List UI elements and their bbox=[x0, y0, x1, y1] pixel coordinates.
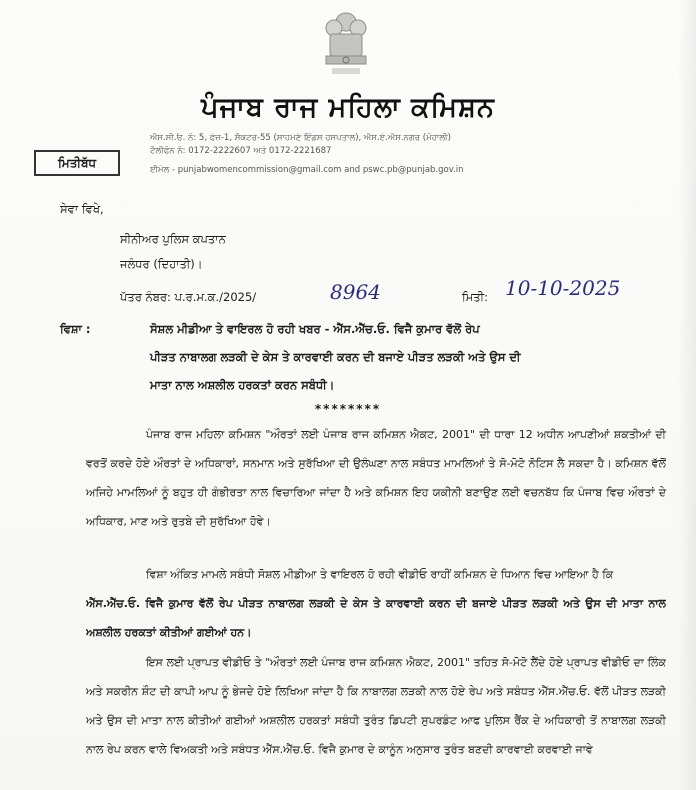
commission-title: ਪੰਜਾਬ ਰਾਜ ਮਹਿਲਾ ਕਮਿਸ਼ਨ bbox=[201, 92, 495, 123]
recipient-designation: ਸੀਨੀਅਰ ਪੁਲਿਸ ਕਪਤਾਨ bbox=[120, 232, 226, 246]
subject-line-2: ਪੀੜਤ ਨਾਬਾਲਗ ਲੜਕੀ ਦੇ ਕੇਸ ਤੇ ਕਾਰਵਾਈ ਕਰਨ ਦੀ ਬਜਾਏ ਪੀੜਤ ਲੜਕੀ ਅਤੇ ਉਸ ਦੀ bbox=[150, 350, 521, 364]
paragraph-3: ਇਸ ਲਈ ਪ੍ਰਾਪਤ ਵੀਡੀਓ ਤੇ "ਔਰਤਾਂ ਲਈ ਪੰਜਾਬ ਰਾਜ ਕਮਿਸ਼ਨ ਐਕਟ, 2001" ਤਹਿਤ ਸੋ-ਮੋਟੋ ਲੈਂਦੇ ਹੋਏ ਪ੍ਰਾਪਤ ਵੀਡੀਓ ਦਾ ਲਿੰਕ ਅਤੇ ਸਕਰੀਨ ਸ਼ੌਟ ਦੀ ਕਾਪੀ ਆਪ ਨੂੰ ਭੇਜਦੇ ਹੋਏ ਲਿਖਿਆ ਜਾਂਦਾ ਹੈ ਕਿ ਨਾਬਾਲਗ ਲੜਕੀ ਨਾਲ ਹੋਏ ਰੇਪ ਅਤੇ ਸਬੰਧਤ ਐੱਸ.ਐੱਚ.ਓ. ਵੱਲੋਂ ਪੀੜਤ ਲੜਕੀ ਅਤੇ ਉਸ ਦੀ ਮਾਤਾ ਨਾਲ ਕੀਤੀਆਂ ਗਈਆਂ ਅਸ਼ਲੀਲ ਹਰਕਤਾਂ ਸਬੰਧੀ ਤੁਰੰਤ ਡਿਪਟੀ ਸੁਪਰਡੰਟ ਆਫ ਪੁਲਿਸ ਰੈਂਕ ਦੇ ਅਧਿਕਾਰੀ ਤੋਂ ਨਾਬਾਲਗ ਲੜਕੀ ਨਾਲ ਰੇਪ ਕਰਨ ਵਾਲੇ ਵਿਅਕਤੀ ਅਤੇ ਸਬੰਧਤ ਐੱਸ.ਐੱਚ.ਓ. ਵਿਜੈ ਕੁਮਾਰ ਦੇ ਕਾਨੂੰਨ ਅਨੁਸਾਰ ਤੁਰੰਤ ਬਣਦੀ ਕਾਰਵਾਈ ਕਰਵਾਈ ਜਾਵੇ bbox=[86, 656, 666, 756]
paragraph-2-finding: ਐੱਸ.ਐੱਚ.ਓ. ਵਿਜੈ ਕੁਮਾਰ ਵੱਲੋਂ ਰੇਪ ਪੀੜਤ ਨਾਬਾਲਗ ਲੜਕੀ ਦੇ ਕੇਸ ਤੇ ਕਾਰਵਾਈ ਕਰਨ ਦੀ ਬਜਾਏ ਪੀੜਤ ਲੜਕੀ ਅਤੇ ਉਸ ਦੀ ਮਾਤਾ ਨਾਲ ਅਸ਼ਲੀਲ ਹਰਕਤਾਂ ਕੀਤੀਆਂ ਗਈਆਂ ਹਨ। bbox=[86, 597, 666, 639]
letter-number-handwritten: 8964 bbox=[330, 280, 381, 304]
subject-label: ਵਿਸ਼ਾ : bbox=[60, 322, 91, 336]
subject-line-1: ਸੋਸ਼ਲ ਮੀਡੀਆ ਤੇ ਵਾਇਰਲ ਹੋ ਰਹੀ ਖਬਰ - ਐੱਸ.ਐੱਚ.ਓ. ਵਿਜੈ ਕੁਮਾਰ ਵੱਲੋਂ ਰੇਪ bbox=[150, 322, 480, 336]
commission-phone: ਟੈਲੀਫੋਨ ਨੰ: 0172-2222607 ਅਤੇ 0172-2221687 bbox=[150, 146, 332, 156]
dated-stamp: ਮਿਤੀਬੱਧ bbox=[34, 150, 120, 176]
subject-line-3: ਮਾਤਾ ਨਾਲ ਅਸ਼ਲੀਲ ਹਰਕਤਾਂ ਕਰਨ ਸਬੰਧੀ। bbox=[150, 378, 335, 392]
salutation: ਸੇਵਾ ਵਿਖੇ, bbox=[60, 202, 104, 216]
paragraph-1: ਪੰਜਾਬ ਰਾਜ ਮਹਿਲਾ ਕਮਿਸ਼ਨ "ਔਰਤਾਂ ਲਈ ਪੰਜਾਬ ਰਾਜ ਕਮਿਸ਼ਨ ਐਕਟ, 2001" ਦੀ ਧਾਰਾ 12 ਅਧੀਨ ਆਪਣੀਆਂ ਸ਼ਕਤੀਆਂ ਦੀ ਵਰਤੋਂ ਕਰਦੇ ਹੋਏ ਔਰਤਾਂ ਦੇ ਅਧਿਕਾਰਾਂ, ਸਨਮਾਨ ਅਤੇ ਸੁਰੱਖਿਆ ਦੀ ਉਲੰਘਣਾ ਨਾਲ ਸਬੰਧਤ ਮਾਮਲਿਆਂ ਤੇ ਸੋ-ਮੋਟੋ ਨੋਟਿਸ ਲੈ ਸਕਦਾ ਹੈ। ਕਮਿਸ਼ਨ ਵੱਲੋਂ ਅਜਿਹੇ ਮਾਮਲਿਆਂ ਨੂੰ ਬਹੁਤ ਹੀ ਗੰਭੀਰਤਾ ਨਾਲ ਵਿਚਾਰਿਆ ਜਾਂਦਾ ਹੈ ਅਤੇ ਕਮਿਸ਼ਨ ਇਹ ਯਕੀਨੀ ਬਣਾਉਣ ਲਈ ਵਚਨਬੱਧ ਕਿ ਪੰਜਾਬ ਵਿਚ ਔਰਤਾਂ ਦੇ ਅਧਿਕਾਰ, ਮਾਣ ਅਤੇ ਰੁਤਬੇ ਦੀ ਸੁਰੱਖਿਆ ਹੋਵੇ। bbox=[86, 428, 666, 528]
paragraph-2-intro: ਵਿਸ਼ਾ ਅੰਕਿਤ ਮਾਮਲੇ ਸਬੰਧੀ ਸੋਸ਼ਲ ਮੀਡੀਆ ਤੇ ਵਾਇਰਲ ਹੋ ਰਹੀ ਵੀਡੀਓ ਰਾਹੀਂ ਕਮਿਸ਼ਨ ਦੇ ਧਿਆਨ ਵਿਚ ਆਇਆ ਹੈ ਕਿ bbox=[146, 568, 614, 581]
commission-address: ਐਸ.ਸੀ.ਓ. ਨੰ: 5, ਫੇਜ਼-1, ਸੈਕਟਰ-55 (ਸਾਹਮਣੇ ਇੰਡਸ ਹਸਪਤਾਲ), ਐਸ.ਏ.ਐਸ.ਨਗਰ (ਮੋਹਾਲੀ) bbox=[150, 133, 451, 143]
page-edge-shadow bbox=[678, 0, 696, 790]
commission-email: ਈਮੇਲ - punjabwomencommission@gmail.com and pswc.pb@punjab.gov.in bbox=[150, 165, 464, 175]
date-handwritten: 10-10-2025 bbox=[505, 276, 621, 300]
separator: ******** bbox=[314, 402, 382, 416]
date-label: ਮਿਤੀ: bbox=[462, 290, 488, 304]
letter-number-label: ਪੱਤਰ ਨੰਬਰ: ਪ.ਰ.ਮ.ਕ./2025/ bbox=[120, 290, 257, 304]
recipient-place: ਜਲੰਧਰ (ਦਿਹਾਤੀ)। bbox=[120, 257, 203, 271]
national-emblem-icon bbox=[316, 6, 376, 82]
